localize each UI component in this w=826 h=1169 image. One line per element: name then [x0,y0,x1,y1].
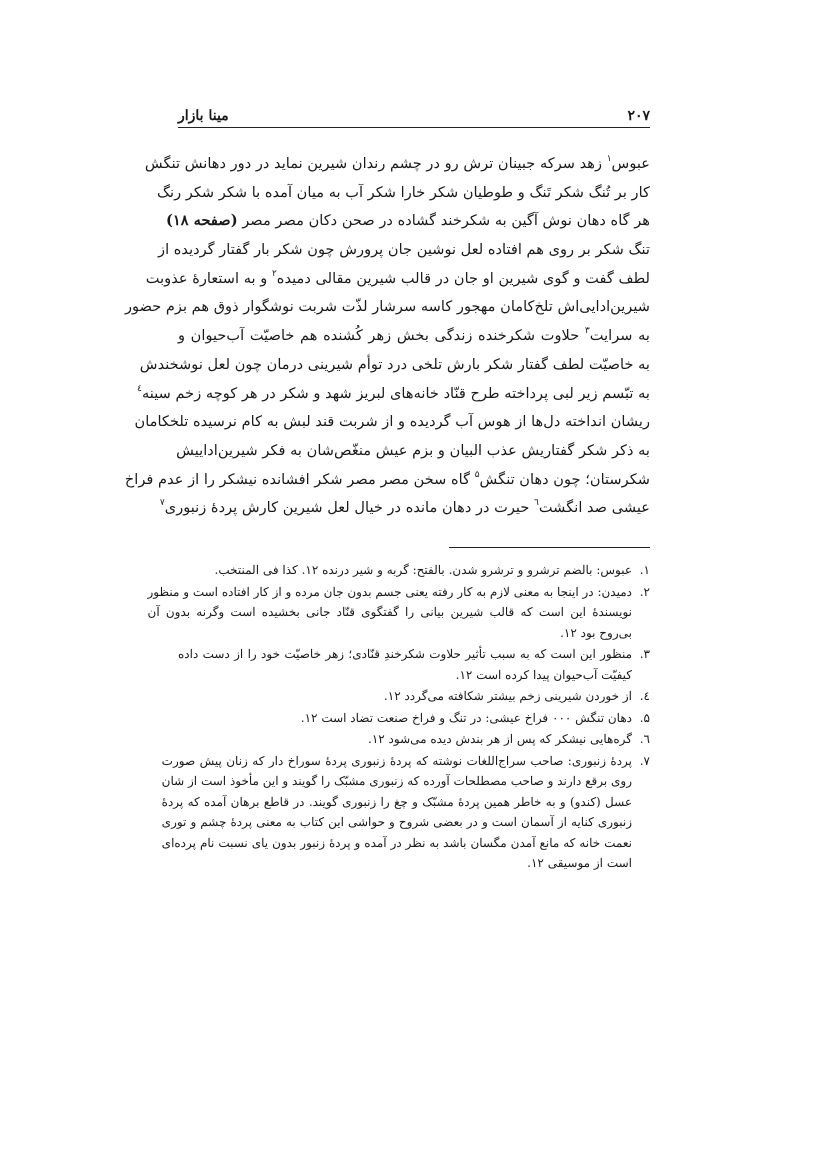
footnote-number: ۵. [639,710,650,725]
footnotes [147,560,650,875]
footnote-ref: ٤ [137,383,142,394]
text-line: هر گاه دهان نوش آگین به شکرخند گشاده در صحن دکان مصر مصر (صفحه ۱۸) [166,212,650,230]
text-line: شیرین‌ادایی‌اش تلخ‌کامان مهجور کاسه سرشار لذّت شربت نوشگوار ذوق هم بزم حضور [124,298,650,316]
footnote-ref: ۲ [271,268,277,279]
footnote-line: گره‌هایی نیشکر که پس از هر بندش دیده می‌شود ۱۲. [368,732,632,746]
footnote-ref: ۵ [474,469,480,480]
footnote [178,560,650,581]
running-title: مینا بازار [178,108,229,124]
footnote-separator [449,547,650,548]
footnote-line: عسل (کندو) و به خاطر همین پردهٔ مشبّک و چغ را زنبوری گویند. در قاطع برهان آمده که پردهٔ [161,794,632,809]
text-line: عبوس$^۱$ زهد سرکه جبینان ترش رو در چشم رندان شیرین نماید در دور دهانش تنگش [144,154,650,172]
text-line: لطف گفت و گوی شیرین او جان در قالب شیرین مقالی دمیده$^۲$ و به استعارهٔ عذوبت [145,268,650,287]
footnote-number: ۱. [639,563,650,577]
text-line: عیشی صد انگشت$^٦$ حیرت در دهان مانده در خیال لعل شیرین کارش پردهٔ زنبوری$^۷$ [159,498,650,517]
footnote-ref: ۷ [159,498,165,509]
footnote [147,582,650,644]
footnote-number: ٤. [639,689,650,703]
footnote-ref: ۳ [584,326,590,337]
footnote-number: ۳. [639,647,650,661]
text-line: تنگ شکر بر روی هم افتاده لعل نوشین جان پرورش چون شکر بار گفتار گردیده از [158,241,650,259]
footnote-line: پردهٔ زنبوری: صاحب سراج‌اللغات نوشته که پردهٔ زنبوری پردهٔ سوراخ دار که زنان پیش صورت [161,753,632,768]
footnote [178,729,650,750]
footnote-line: کیفیّت آب‌حیوان پیدا کرده است ۱۲. [455,667,632,682]
footnote [161,751,650,874]
footnote-ref: ۱ [606,154,612,164]
footnote-line: عبوس: بالضم ترشرو و ترشرو شدن. بالفتح: گربه و شیر درنده ۱۲. کذا فی المنتخب. [214,563,632,577]
text-line: کار بر تُنگ شکر تَنگ و طوطیان شکر خارا شکر آب به میان آمده با شکر شکر رنگ [156,183,650,201]
footnote-line: منظور این است که به سبب تأثیر حلاوت شکرخندِ قنّادی؛ زهر خاصیّت خود را از دست داده [178,647,632,661]
page-number: ۲۰۷ [627,108,650,124]
text-line: به ذکر شکر گفتاریش عذب البیان و بزم عیش منغّص‌شان به فکر شیرین‌اداییش [176,441,650,459]
footnote-line: دهان تنگش ۰۰۰ فراخ عیشی: در تنگ و فراخ صنعت تضاد است ۱۲. [300,710,632,725]
footnote-ref: ٦ [534,498,539,509]
text-line: شکرستان؛ چون دهان تنگش$^۵$ گاه سخن مصر مصر شکر افشانده نیشکر را از عدم فراخ [124,469,650,488]
main-text [124,150,650,523]
footnote-line: بی‌روح بود ۱۲. [560,625,632,640]
footnote-number: ۲. [639,584,650,599]
page-header [178,98,650,128]
text-line: به تبّسم زیر لبی پرداخته طرح قنّاد خانه‌های لبریز شهد و شکر در هر کوچه زخم سینه$^٤$ [137,383,650,402]
footnote-line: از خوردن شیرینی زخم بیشتر شکافته می‌گردد ۱۲. [383,689,632,703]
text-line: ریشان انداخته دل‌ها از هوس آب گردیده و از شربت قند لبش به کام نرسیده تلخکامان [134,413,650,431]
footnote-line: دمیدن: در اینجا به معنی لازم به کار رفته یعنی جسم بدون جان مرده و از کار افتاده است و منظور [147,584,632,599]
text-line: به سرایت$^۳$ حلاوت شکرخنده زندگی بخش زهر کُشنده هم خاصیّت آب‌حیوان و [178,326,650,345]
footnote [178,686,650,707]
footnote [178,708,650,729]
footnote-number: ۷. [639,753,650,768]
footnote-line: نعمت خانه که مانع آمدن مگسان باشد به نظر در آمده و پردهٔ زنبور بدون یای نسبت نام پرده‌ای [161,835,632,850]
footnote-line: است از موسیقی ۱۲. [527,856,632,870]
footnote-number: ٦. [639,732,650,746]
page-reference: (صفحه ۱۸) [166,212,238,230]
text-line: به خاصیّت لطف گفتار شکر بارش تلخی درد توأم شیرینی درمان چون لعل نوشخندش [139,355,650,373]
footnote-line: زنبوری کنایه از آسمان است و در بعضی شروح و حواشی این کتاب به معنی پردهٔ چشم و توری [161,815,632,829]
footnote-line: روی برقع دارند و صاحب مصطلحات آورده که زنبوری مشبّک را گویند و این مأخوذ است از شان [161,774,632,788]
footnote-line: نویسندهٔ این است که قالب شیرین بیانی را گفتگوی قنّاد جانی بخشیده است وگرنه بدون آن [147,605,632,619]
footnote [178,644,650,685]
